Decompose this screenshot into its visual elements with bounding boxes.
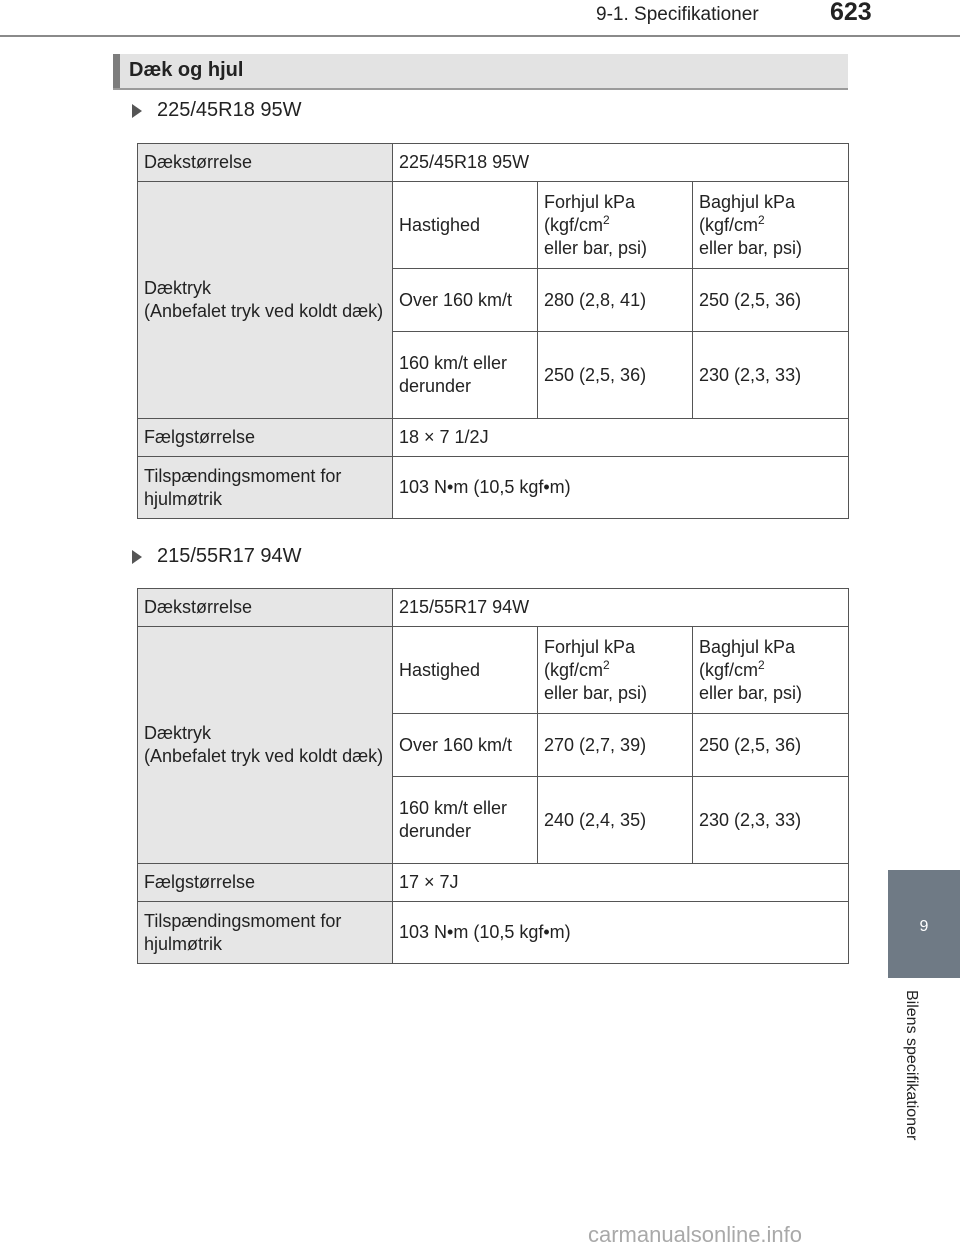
tire-size-label: Dækstørrelse — [138, 589, 393, 627]
torque-label: Tilspændingsmoment for hjulmøtrik — [138, 457, 393, 519]
rear-pressure-cell: 230 (2,3, 33) — [693, 777, 849, 864]
running-header-section: 9-1. Specifikationer — [596, 4, 759, 25]
torque-value: 103 N•m (10,5 kgf•m) — [393, 457, 849, 519]
chapter-label: Bilens specifikationer — [903, 990, 920, 1141]
rear-wheel-header: Baghjul kPa ($kgf/cm^2$ eller bar, psi) — [693, 182, 849, 269]
section-accent — [113, 54, 120, 88]
table-row — [138, 902, 849, 964]
tire-size-value: 225/45R18 95W — [393, 144, 849, 182]
header-divider — [0, 35, 960, 37]
tire-heading-text: 225/45R18 95W — [157, 99, 302, 121]
section-title-bar — [113, 54, 848, 90]
chapter-number: 9 — [919, 918, 929, 935]
table-row — [138, 182, 849, 269]
table-row — [138, 457, 849, 519]
speed-header: Hastighed — [393, 182, 538, 269]
table-row — [138, 627, 849, 714]
tire-spec-table-1 — [137, 143, 849, 519]
tire-pressure-label: Dæktryk (Anbefalet tryk ved koldt dæk) — [138, 627, 393, 864]
torque-label: Tilspændingsmoment for hjulmøtrik — [138, 902, 393, 964]
triangle-bullet-icon — [132, 550, 142, 564]
tire-size-label: Dækstørrelse — [138, 144, 393, 182]
tire-heading-text: 215/55R17 94W — [157, 545, 302, 567]
speed-cell: 160 km/t eller derunder — [393, 332, 538, 419]
tire-pressure-label: Dæktryk (Anbefalet tryk ved koldt dæk) — [138, 182, 393, 419]
table-row — [138, 589, 849, 627]
chapter-tab[interactable] — [888, 870, 960, 978]
watermark: carmanualsonline.info — [588, 1222, 803, 1247]
rear-pressure-cell: 230 (2,3, 33) — [693, 332, 849, 419]
table-row — [138, 144, 849, 182]
table-row — [138, 864, 849, 902]
speed-header: Hastighed — [393, 627, 538, 714]
tire-heading-2 — [132, 545, 302, 568]
rear-pressure-cell: 250 (2,5, 36) — [693, 269, 849, 332]
rear-wheel-header: Baghjul kPa ($kgf/cm^2$ eller bar, psi) — [693, 627, 849, 714]
front-wheel-header: Forhjul kPa ($kgf/cm^2$ eller bar, psi) — [538, 627, 693, 714]
rear-pressure-cell: 250 (2,5, 36) — [693, 714, 849, 777]
torque-value: 103 N•m (10,5 kgf•m) — [393, 902, 849, 964]
front-pressure-cell: 270 (2,7, 39) — [538, 714, 693, 777]
table-row — [138, 419, 849, 457]
rim-size-value: 18 × 7 1/2J — [393, 419, 849, 457]
tire-size-value: 215/55R17 94W — [393, 589, 849, 627]
rim-size-value: 17 × 7J — [393, 864, 849, 902]
speed-cell: Over 160 km/t — [393, 269, 538, 332]
section-title: Dæk og hjul — [129, 59, 244, 81]
rim-size-label: Fælgstørrelse — [138, 419, 393, 457]
front-pressure-cell: 250 (2,5, 36) — [538, 332, 693, 419]
front-wheel-header: Forhjul kPa ($kgf/cm^2$ eller bar, psi) — [538, 182, 693, 269]
front-pressure-cell: 240 (2,4, 35) — [538, 777, 693, 864]
speed-cell: Over 160 km/t — [393, 714, 538, 777]
speed-cell: 160 km/t eller derunder — [393, 777, 538, 864]
front-pressure-cell: 280 (2,8, 41) — [538, 269, 693, 332]
rim-size-label: Fælgstørrelse — [138, 864, 393, 902]
tire-spec-table-2 — [137, 588, 849, 964]
page-number: 623 — [830, 0, 872, 26]
triangle-bullet-icon — [132, 104, 142, 118]
tire-heading-1 — [132, 99, 302, 122]
